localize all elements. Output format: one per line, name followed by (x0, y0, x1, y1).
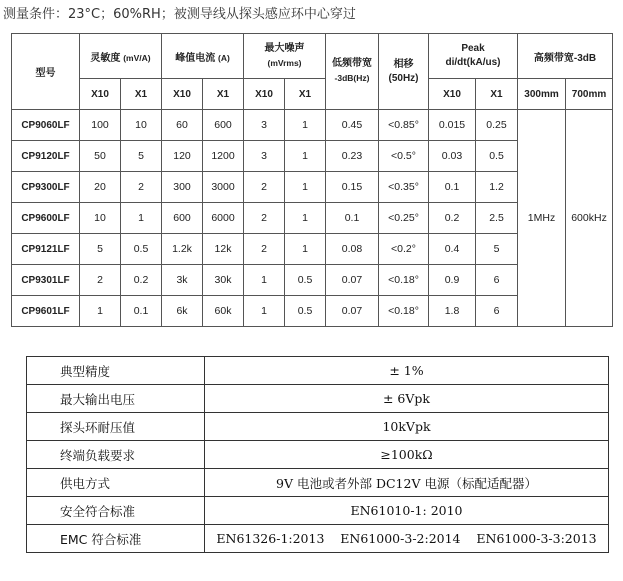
param-value: ≥100kΩ (205, 441, 609, 469)
cell-phase: <0.2° (379, 234, 429, 265)
cell-peak-x1: 6000 (203, 203, 244, 234)
cell-peak-x1: 30k (203, 265, 244, 296)
cell-hb-300mm: 1MHz (518, 110, 566, 327)
cell-sens-x10: 50 (80, 141, 121, 172)
param-label: 安全符合标准 (27, 497, 205, 525)
cell-sens-x10: 2 (80, 265, 121, 296)
cell-noise-x1: 1 (285, 234, 326, 265)
cell-noise-x1: 1 (285, 110, 326, 141)
cell-sens-x1: 0.5 (121, 234, 162, 265)
cell-model: CP9600LF (12, 203, 80, 234)
cell-didt-x1: 5 (476, 234, 518, 265)
cell-sens-x10: 10 (80, 203, 121, 234)
cell-low-bw: 0.08 (326, 234, 379, 265)
cell-sens-x1: 0.1 (121, 296, 162, 327)
table-row (27, 525, 609, 553)
cell-didt-x1: 1.2 (476, 172, 518, 203)
header-model: 型号 (12, 34, 80, 110)
header-noise-x10: X10 (244, 79, 285, 110)
cell-peak-x10: 1.2k (162, 234, 203, 265)
cell-peak-x1: 1200 (203, 141, 244, 172)
param-value: 10kVpk (205, 413, 609, 441)
cell-sens-x1: 0.2 (121, 265, 162, 296)
cell-peak-x1: 60k (203, 296, 244, 327)
header-high-bandwidth: 高频带宽-3dB (518, 34, 613, 79)
cell-noise-x10: 3 (244, 110, 285, 141)
param-label: 探头环耐压值 (27, 413, 205, 441)
cell-noise-x1: 0.5 (285, 265, 326, 296)
cell-didt-x10: 0.2 (429, 203, 476, 234)
cell-model: CP9060LF (12, 110, 80, 141)
cell-noise-x10: 1 (244, 296, 285, 327)
spec-table (11, 33, 613, 327)
cell-low-bw: 0.15 (326, 172, 379, 203)
table-row (27, 413, 609, 441)
cell-low-bw: 0.1 (326, 203, 379, 234)
param-value: 9V 电池或者外部 DC12V 电源（标配适配器） (205, 469, 609, 497)
param-label: 终端负载要求 (27, 441, 205, 469)
cell-low-bw: 0.45 (326, 110, 379, 141)
cell-didt-x10: 0.015 (429, 110, 476, 141)
cell-noise-x1: 1 (285, 172, 326, 203)
cell-didt-x1: 0.5 (476, 141, 518, 172)
cell-peak-x1: 12k (203, 234, 244, 265)
table-row (27, 497, 609, 525)
header-sensitivity: 灵敏度 (mV/A) (80, 34, 162, 79)
cell-sens-x1: 5 (121, 141, 162, 172)
param-label: EMC 符合标准 (27, 525, 205, 553)
cell-peak-x10: 600 (162, 203, 203, 234)
cell-hb-700mm: 600kHz (566, 110, 613, 327)
cell-sens-x10: 20 (80, 172, 121, 203)
param-label: 供电方式 (27, 469, 205, 497)
cell-noise-x1: 1 (285, 203, 326, 234)
cell-phase: <0.25° (379, 203, 429, 234)
cell-didt-x1: 6 (476, 296, 518, 327)
header-low-bandwidth: 低频带宽 -3dB(Hz) (326, 34, 379, 110)
cell-didt-x1: 6 (476, 265, 518, 296)
cell-noise-x1: 1 (285, 141, 326, 172)
header-peak-x1: X1 (203, 79, 244, 110)
param-table (26, 356, 609, 553)
cell-noise-x1: 0.5 (285, 296, 326, 327)
cell-didt-x1: 2.5 (476, 203, 518, 234)
header-sens-x10: X10 (80, 79, 121, 110)
cell-noise-x10: 2 (244, 172, 285, 203)
measurement-condition: 测量条件：23°C；60%RH；被测导线从探头感应环中心穿过 (3, 7, 356, 22)
cell-peak-x10: 3k (162, 265, 203, 296)
cell-noise-x10: 3 (244, 141, 285, 172)
cell-sens-x1: 2 (121, 172, 162, 203)
cell-peak-x10: 60 (162, 110, 203, 141)
cell-noise-x10: 1 (244, 265, 285, 296)
cell-model: CP9120LF (12, 141, 80, 172)
cell-didt-x10: 0.03 (429, 141, 476, 172)
cell-noise-x10: 2 (244, 203, 285, 234)
param-value: ± 1% (205, 357, 609, 385)
cell-didt-x10: 0.1 (429, 172, 476, 203)
cell-phase: <0.18° (379, 265, 429, 296)
header-didt-x1: X1 (476, 79, 518, 110)
cell-didt-x1: 0.25 (476, 110, 518, 141)
cell-peak-x10: 300 (162, 172, 203, 203)
param-label: 最大输出电压 (27, 385, 205, 413)
param-value: ± 6Vpk (205, 385, 609, 413)
cell-model: CP9121LF (12, 234, 80, 265)
cell-peak-x10: 120 (162, 141, 203, 172)
header-peak-x10: X10 (162, 79, 203, 110)
cell-peak-x1: 3000 (203, 172, 244, 203)
header-phase: 相移 (50Hz) (379, 34, 429, 110)
cell-low-bw: 0.07 (326, 296, 379, 327)
table-row (12, 110, 613, 141)
cell-sens-x1: 1 (121, 203, 162, 234)
cell-phase: <0.35° (379, 172, 429, 203)
cell-peak-x1: 600 (203, 110, 244, 141)
cell-sens-x10: 100 (80, 110, 121, 141)
header-peak-didt: Peak di/dt(kA/us) (429, 34, 518, 79)
cell-noise-x10: 2 (244, 234, 285, 265)
table-row (27, 469, 609, 497)
param-value: EN61326-1:2013 EN61000-3-2:2014 EN61000-3-3:2013 (205, 525, 609, 553)
cell-didt-x10: 1.8 (429, 296, 476, 327)
cell-low-bw: 0.07 (326, 265, 379, 296)
cell-model: CP9300LF (12, 172, 80, 203)
param-value: EN61010-1: 2010 (205, 497, 609, 525)
cell-low-bw: 0.23 (326, 141, 379, 172)
cell-phase: <0.85° (379, 110, 429, 141)
cell-didt-x10: 0.9 (429, 265, 476, 296)
header-peak-current: 峰值电流 (A) (162, 34, 244, 79)
header-hb-700mm: 700mm (566, 79, 613, 110)
table-row (27, 385, 609, 413)
cell-sens-x1: 10 (121, 110, 162, 141)
cell-sens-x10: 1 (80, 296, 121, 327)
table-row (27, 357, 609, 385)
cell-model: CP9601LF (12, 296, 80, 327)
table-row (27, 441, 609, 469)
cell-peak-x10: 6k (162, 296, 203, 327)
cell-didt-x10: 0.4 (429, 234, 476, 265)
cell-phase: <0.18° (379, 296, 429, 327)
header-hb-300mm: 300mm (518, 79, 566, 110)
header-didt-x10: X10 (429, 79, 476, 110)
cell-phase: <0.5° (379, 141, 429, 172)
header-noise-x1: X1 (285, 79, 326, 110)
header-max-noise: 最大噪声 (mVrms) (244, 34, 326, 79)
cell-model: CP9301LF (12, 265, 80, 296)
param-label: 典型精度 (27, 357, 205, 385)
header-sens-x1: X1 (121, 79, 162, 110)
cell-sens-x10: 5 (80, 234, 121, 265)
